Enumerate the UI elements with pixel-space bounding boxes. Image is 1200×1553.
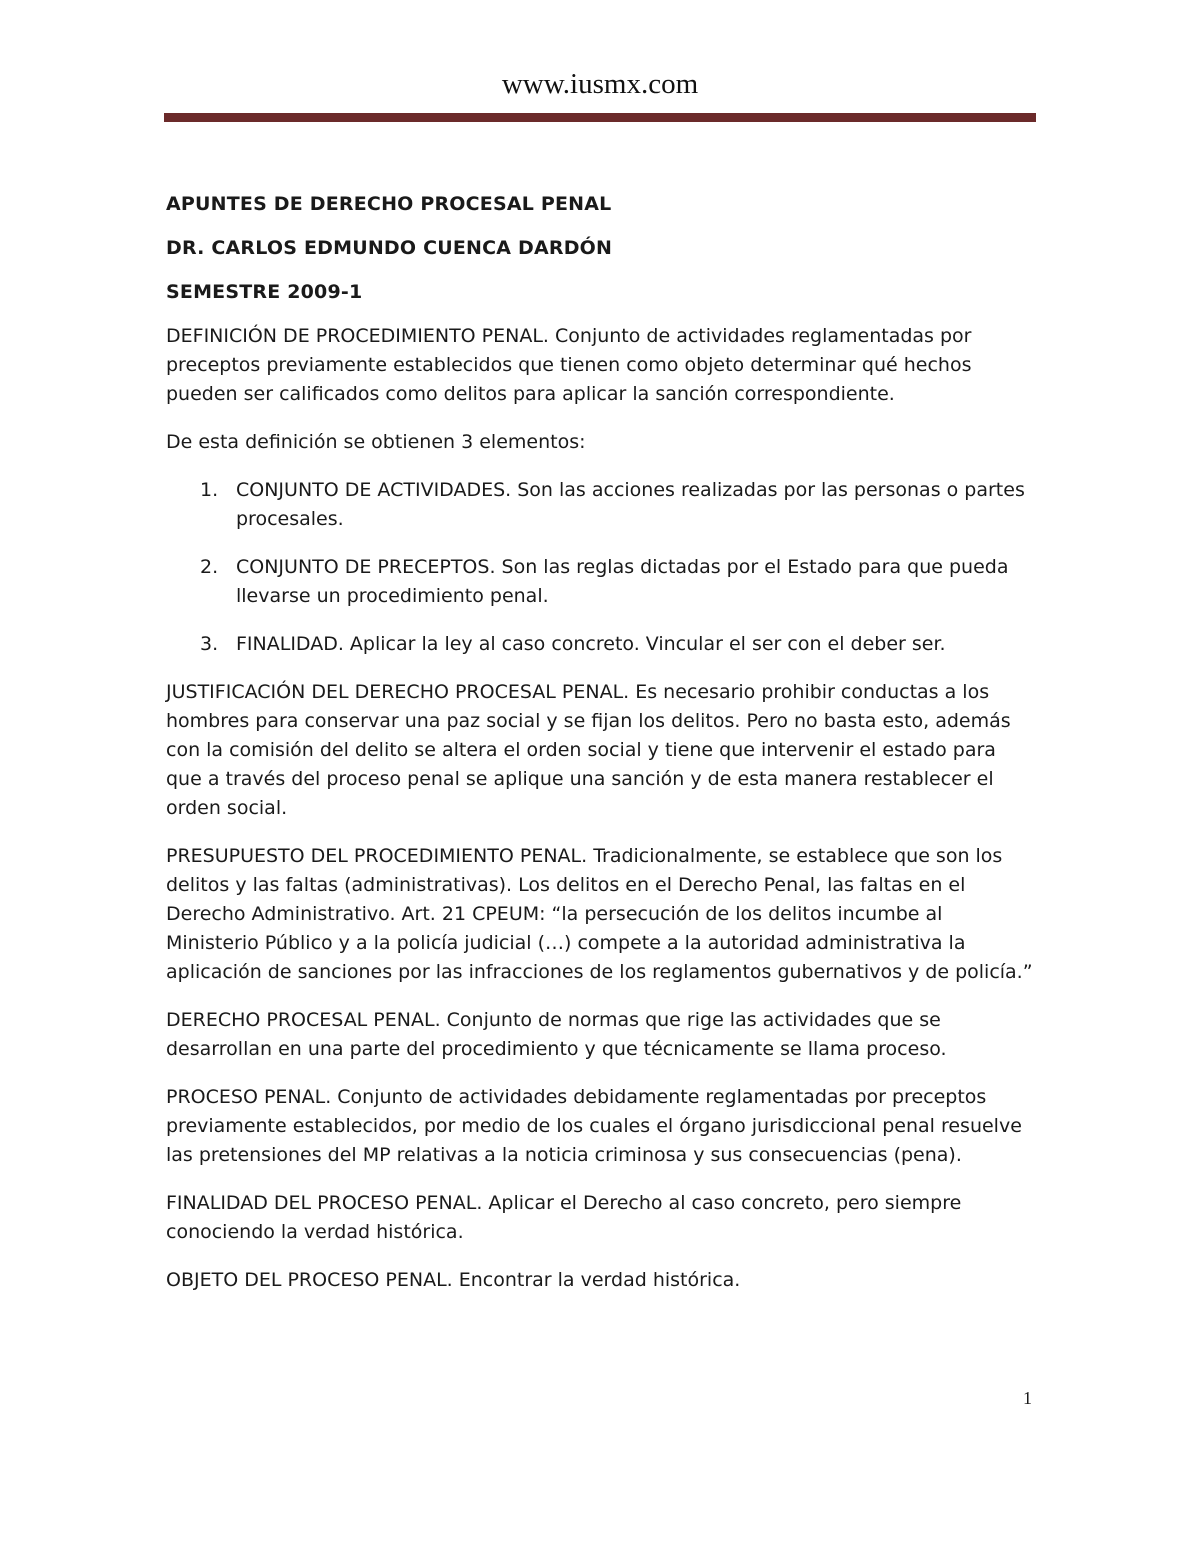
elements-list <box>166 476 1036 659</box>
site-header-url: www.iusmx.com <box>501 68 699 100</box>
presupposition-paragraph: PRESUPUESTO DEL PROCEDIMIENTO PENAL. Tradicionalmente, se establece que son los delitos y las faltas (administrativas). Los delitos en el Derecho Penal, las faltas en el Derecho Administrativo. Art. 21 CPEUM: “la persecución de los delitos incumbe al Ministerio Público y a la policía judicial (…) compete a la autoridad administrativa la aplicación de sanciones por las infracciones de los reglamentos gubernativos y de policía.” <box>166 845 1033 983</box>
document-body <box>166 190 1036 1314</box>
list-item-text: CONJUNTO DE ACTIVIDADES. Son las acciones realizadas por las personas o partes procesales. <box>236 479 1025 530</box>
list-item <box>200 630 1036 659</box>
list-item-number: 1. <box>200 479 219 501</box>
process-object-paragraph: OBJETO DEL PROCESO PENAL. Encontrar la verdad histórica. <box>166 1269 741 1291</box>
course-title: APUNTES DE DERECHO PROCESAL PENAL <box>166 193 612 215</box>
page-number: 1 <box>1023 1388 1032 1408</box>
list-item-text: FINALIDAD. Aplicar la ley al caso concreto. Vincular el ser con el deber ser. <box>236 633 946 655</box>
list-item-number: 2. <box>200 556 219 578</box>
list-item <box>200 476 1036 534</box>
process-purpose-paragraph: FINALIDAD DEL PROCESO PENAL. Aplicar el Derecho al caso concreto, pero siempre conociendo la verdad histórica. <box>166 1192 962 1243</box>
header-divider <box>164 113 1036 122</box>
list-item-text: CONJUNTO DE PRECEPTOS. Son las reglas dictadas por el Estado para que pueda llevarse un procedimiento penal. <box>236 556 1009 607</box>
criminal-process-paragraph: PROCESO PENAL. Conjunto de actividades debidamente reglamentadas por preceptos previamente establecidos, por medio de los cuales el órgano jurisdiccional penal resuelve las pretensiones del MP relativas a la noticia criminosa y sus consecuencias (pena). <box>166 1086 1022 1166</box>
definition-paragraph: DEFINICIÓN DE PROCEDIMIENTO PENAL. Conjunto de actividades reglamentadas por preceptos previamente establecidos que tienen como objeto determinar qué hechos pueden ser calificados como delitos para aplicar la sanción correspondiente. <box>166 325 972 405</box>
elements-intro: De esta definición se obtienen 3 elementos: <box>166 431 586 453</box>
semester-label: SEMESTRE 2009-1 <box>166 281 363 303</box>
author-name: DR. CARLOS EDMUNDO CUENCA DARDÓN <box>166 237 613 259</box>
list-item-number: 3. <box>200 633 219 655</box>
justification-paragraph: JUSTIFICACIÓN DEL DERECHO PROCESAL PENAL. Es necesario prohibir conductas a los hombres para conservar una paz social y se fijan los delitos. Pero no basta esto, además con la comisión del delito se altera el orden social y tiene que intervenir el estado para que a través del proceso penal se aplique una sanción y de esta manera restablecer el orden social. <box>166 681 1011 819</box>
procedural-law-paragraph: DERECHO PROCESAL PENAL. Conjunto de normas que rige las actividades que se desarrollan en una parte del procedimiento y que técnicamente se llama proceso. <box>166 1009 947 1060</box>
list-item <box>200 553 1036 611</box>
